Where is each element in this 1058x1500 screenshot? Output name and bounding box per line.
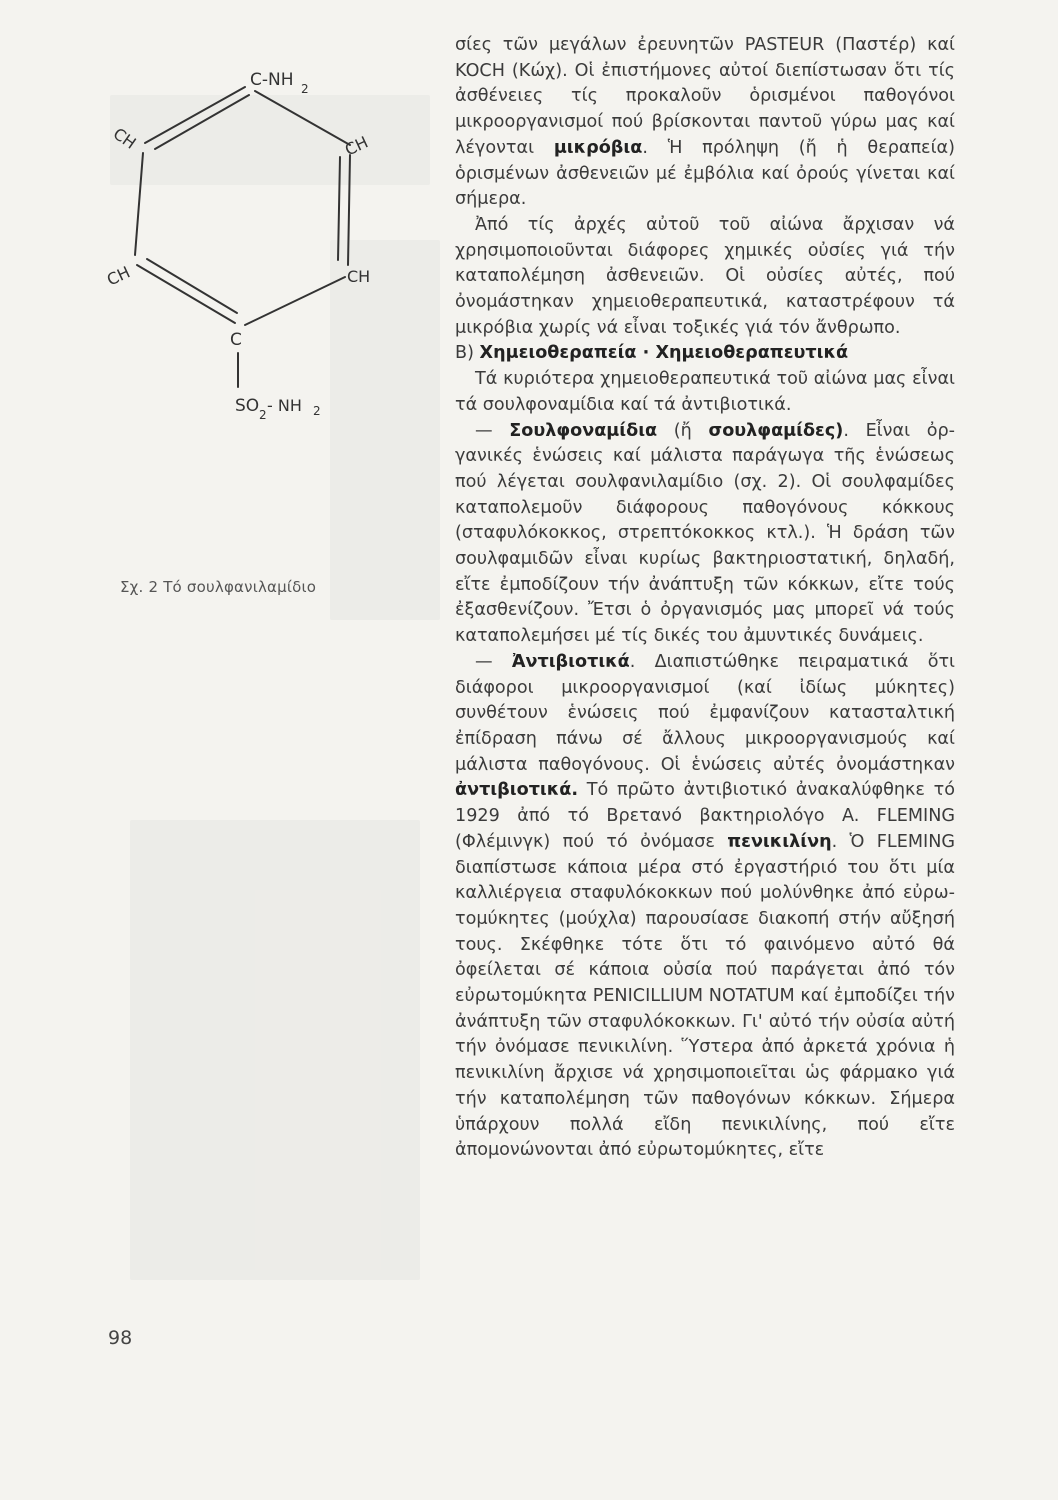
text-run: — — [475, 420, 510, 441]
atom-ch-right-upper: CH — [341, 132, 372, 160]
paragraph — [455, 213, 955, 342]
bold-term: σουλφαμίδες) — [708, 420, 844, 441]
bond-top-left — [145, 87, 245, 143]
text-run: (ἤ — [657, 420, 709, 441]
atom-ch-left-lower: CH — [103, 262, 134, 290]
bond-left — [135, 153, 143, 255]
atom-c-bottom: C — [230, 330, 242, 350]
bold-term: ἀντιβιοτικά. — [455, 780, 579, 801]
bold-term: πενικιλίνη — [727, 831, 832, 852]
paragraph — [455, 367, 955, 418]
sulfanilamide-structure-figure — [95, 55, 415, 455]
text-run: . Εἶναι ὀργανικές ἑνώσεις καί μάλιστα παράγωγα τῆς ἑνώσεως πού λέγεται σουλφανιλαμίδιο (σχ. 2). Οἱ σουλφαμίδες καταπολεμοῦν διάφορους παθογόνους κόκκους (σταφυλόκοκκος, στρεπτόκοκκος κτλ.). Ἡ δράση τῶν σουλφαμιδῶν εἶναι κυρίως βακτηριοστατική, δηλαδή, εἴτε ἐμποδίζουν τήν ἀνάπτυξη τῶν κόκκων, εἴτε τούς ἐξασθενίζουν. Ἔτσι ὁ ὀργανισμός μας μπορεῖ νά τούς καταπολεμήσει μέ τίς δικές του ἀμυντικές δυνάμεις. — [455, 420, 955, 647]
text-run: . Διαπιστώθηκε πειραματικά ὅτι διάφοροι μικροοργανισμοί (καί ἰδίως μύκητες) συνθέτουν ἑνώσεις πού ἐμφανίζουν κατασταλτική ἐπίδραση πάνω σέ ἄλλους μικροοργανισμούς καί μάλιστα παθογόνους. Οἱ ἑνώσεις αὐτές ὀνομάστηκαν — [455, 651, 955, 775]
bond-top-left-double — [155, 95, 249, 149]
bond-right-double — [338, 157, 340, 260]
atom-c-nh2: C-NH — [250, 70, 294, 90]
text-run: Τό πρῶτο ἀντιβιοτικό ἀνακαλύφθηκε τό 1929 ἀπό τό Βρετανό βακτηριολόγο A. FLEMING (Φλέμινγκ) πού τό ὀνόμασε — [455, 780, 955, 852]
bleed-through — [130, 820, 420, 1280]
bond-top-right — [255, 91, 350, 145]
section-heading — [455, 341, 955, 367]
figure-caption: Σχ. 2 Τό σουλφανιλαμίδιο — [120, 578, 317, 596]
text-run: . Ἡ πρόληψη (ἤ ἡ θεραπεία) ὁρισμένων ἀσθενειῶν μέ ἐμβόλια καί ὀρούς γίνεται καί σήμερα. — [455, 137, 955, 210]
svg-text:2: 2 — [313, 404, 321, 418]
atom-ch-left-upper: CH — [109, 123, 140, 153]
bond-right — [348, 155, 350, 265]
bold-term: Ἀντιβιοτικά — [511, 651, 630, 672]
bold-term: μικρόβια — [553, 137, 643, 158]
atom-so2: SO — [235, 396, 260, 416]
text-run: Ἀπό τίς ἀρχές αὐτοῦ τοῦ αἰώνα ἄρχισαν νά χρησιμοποιοῦνται διάφορες χημικές οὐσίες γιά τήν καταπολέμηση ἀσθενειῶν. Οἱ οὐσίες αὐτές, πού ὀνομάστηκαν χημειοθεραπευτικά, καταστρέφουν τά μικρόβια χωρίς νά εἶναι τοξικές γιά τόν ἄνθρωπο. — [455, 214, 955, 338]
body-text-column — [455, 33, 955, 1164]
paragraph — [455, 650, 955, 1164]
atom-nh2-bottom: - NH — [267, 396, 302, 415]
text-run: B) — [455, 343, 480, 364]
bond-bottom-right — [245, 277, 345, 325]
paragraph — [455, 419, 955, 650]
text-run: . Ὁ FLEMING διαπίστωσε κάποια μέρα στό ἐργαστήριό του ὅτι μία καλλιέργεια σταφυλόκοκκων πού μολύνθηκε ἀπό εὐρωτομύκητες (μούχλα) παρουσίασε διακοπή στήν αὔξησή τους. Σκέφθηκε τότε ὅτι τό φαινόμενο αὐτό θά ὀφείλεται σέ κάποια οὐσία πού παράγεται ἀπό τόν εὐρωτομύκητα PENICILLIUM NOTATUM καί ἐμποδίζει τήν ἀνάπτυξη τῶν σταφυλόκοκκων. Γι' αὐτό τήν οὐσία αὐτή τήν ὀνόμασε πενικιλίνη. Ὕστερα ἀπό ἀρκετά χρόνια ἡ πενικιλίνη ἄρχισε νά χρησιμοποιεῖται ὡς φάρμακο γιά τήν καταπολέμηση τῶν παθογόνων κόκκων. Σήμερα ὑπάρχουν πολλά εἴδη πενικιλίνης, πού εἴτε ἀπομονώνονται ἀπό εὐρωτομύκητες, εἴτε — [455, 831, 955, 1161]
text-run: Τά κυριότερα χημειοθεραπευτικά τοῦ αἰώνα μας εἶναι τά σουλφοναμίδια καί τά ἀντιβιοτικά. — [455, 369, 955, 415]
bond-bottom-left-double — [147, 259, 237, 313]
benzene-ring-diagram — [95, 55, 415, 455]
text-run: — — [475, 651, 512, 672]
bond-bottom-left — [137, 265, 235, 323]
page-number: 98 — [108, 1327, 133, 1349]
atom-ch-right-lower: CH — [347, 267, 371, 286]
bold-term: Σουλφοναμίδια — [509, 420, 658, 441]
text-run: σίες τῶν μεγάλων ἐρευνητῶν PASTEUR (Παστέρ) καί KOCH (Κώχ). Οἱ ἐπιστήμονες αὐτοί διεπίστωσαν ὅτι τίς ἀσθένειες τίς προκαλοῦν ὁρισμένοι παθογόνοι μικροοργανισμοί πού βρίσκονται παντοῦ γύρω μας καί λέγονται — [455, 35, 955, 158]
bold-term: Χημειοθεραπεία · Χημειοθεραπευτικά — [479, 343, 849, 364]
svg-text:2: 2 — [301, 82, 309, 96]
paragraph — [455, 33, 955, 213]
svg-text:2: 2 — [259, 408, 267, 422]
